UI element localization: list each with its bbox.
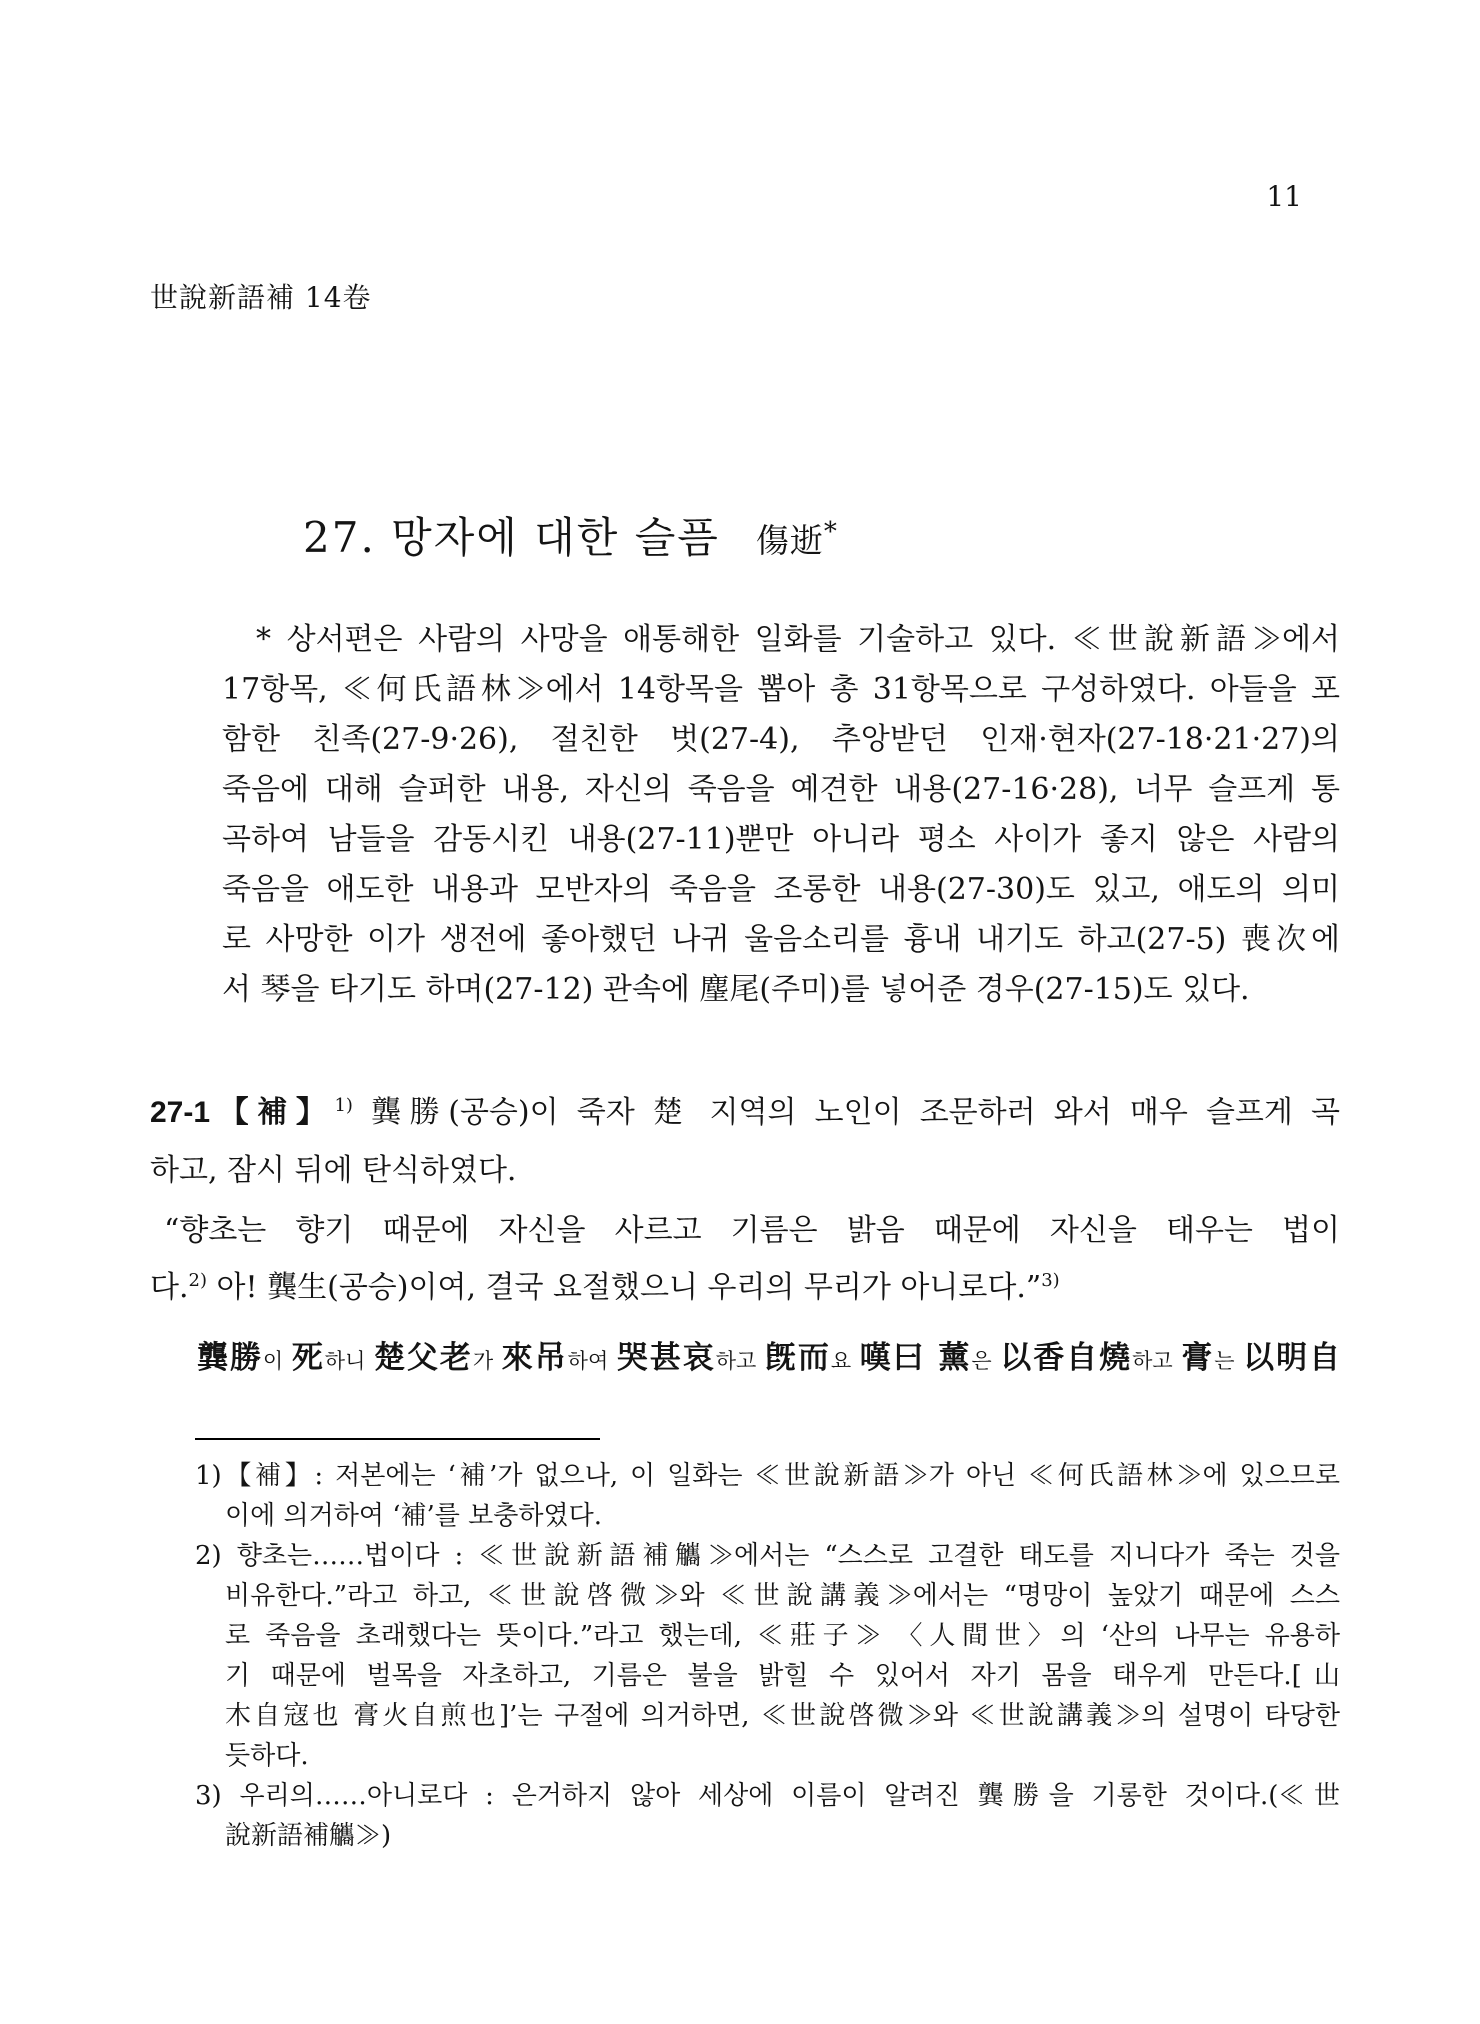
quote-line: “향초는 향기 때문에 자신을 사르고 기름은 밝음 때문에 자신을 태우는 법이	[164, 1213, 1340, 1248]
quote-paragraph	[150, 1202, 1340, 1316]
intro-line: 곡하여 남들을 감동시킨 내용(27-11)뿐만 아니라 평소 사이가 좋지 않은 사람의	[222, 822, 1340, 857]
footnote-line: 기 때문에 벌목을 자초하고, 기름은 불을 밝힐 수 있어서 자기 몸을 태우게 만든다.[山	[225, 1661, 1340, 1691]
korean-particle: 요	[830, 1349, 860, 1373]
entry-text-line: 하고, 잠시 뒤에 탄식하였다.	[150, 1153, 517, 1188]
intro-line: 죽음을 애도한 내용과 모반자의 죽음을 조롱한 내용(27-30)도 있고, 애도의 의미	[222, 872, 1340, 907]
footnote-ref-3: 3)	[1041, 1270, 1060, 1291]
footnote-line: 說新語補觿≫)	[225, 1821, 392, 1851]
intro-line: 함한 친족(27-9·26), 절친한 벗(27-4), 추앙받던 인재·현자(27-18·21·27)의	[222, 722, 1340, 757]
footnote-line: 2) 향초는……법이다 : ≪世說新語補觿≫에서는 “스스로 고결한 태도를 지니다가 죽는 것을	[195, 1541, 1340, 1571]
footnote-line: 이에 의거하여 ‘補’를 보충하였다.	[225, 1501, 602, 1531]
hanzi-segment: 哭甚哀	[616, 1340, 716, 1376]
running-header: 世說新語補 14卷	[150, 281, 372, 314]
footnote-line: 듯하다.	[225, 1741, 309, 1771]
hanzi-segment: 旣而	[764, 1340, 831, 1376]
footnote-separator	[195, 1438, 600, 1440]
entry-tag: 【補】	[210, 1095, 335, 1130]
intro-note	[222, 615, 1340, 1015]
hanzi-segment: 死	[291, 1340, 325, 1376]
footnote-ref-1: 1)	[334, 1095, 353, 1116]
hanmun-line	[197, 1338, 1340, 1381]
footnote-line: 木自寇也 膏火自煎也]’는 구절에 의거하면, ≪世說啓微≫와 ≪世說講義≫의 설명이 타당한	[225, 1701, 1340, 1731]
korean-particle: 하고	[1132, 1349, 1182, 1373]
korean-particle: 하고	[715, 1349, 765, 1373]
hanzi-segment: 以香自燒	[1000, 1340, 1133, 1376]
footnote-3	[195, 1776, 1340, 1856]
chapter-title-text: 27. 망자에 대한 슬픔	[303, 513, 720, 562]
entry-27-1	[150, 1084, 1340, 1200]
footnotes-section	[195, 1456, 1340, 1856]
footnote-1	[195, 1456, 1340, 1536]
korean-particle: 은	[971, 1349, 1001, 1373]
footnote-line: 비유한다.”라고 하고, ≪世說啓微≫와 ≪世說講義≫에서는 “명망이 높았기 때문에 스스	[225, 1581, 1340, 1611]
korean-particle: 이	[262, 1349, 292, 1373]
intro-line: * 상서편은 사람의 사망을 애통해한 일화를 기술하고 있다. ≪世說新語≫에서	[256, 622, 1340, 657]
footnote-2	[195, 1536, 1340, 1776]
hanzi-segment: 來吊	[501, 1340, 568, 1376]
page-number: 11	[1266, 180, 1302, 213]
chapter-title	[303, 505, 838, 565]
entry-heading-line	[150, 1084, 1340, 1142]
footnote-line: 로 죽음을 초래했다는 뜻이다.”라고 했는데, ≪莊子≫ 〈人間世〉의 ‘산의 나무는 유용하	[225, 1621, 1340, 1651]
korean-particle: 는	[1214, 1349, 1244, 1373]
hanzi-segment: 龔勝	[197, 1340, 263, 1376]
intro-line: 죽음에 대해 슬퍼한 내용, 자신의 죽음을 예견한 내용(27-16·28), 너무 슬프게 통	[222, 772, 1340, 807]
intro-line: 서 琴을 타기도 하며(27-12) 관속에 麈尾(주미)를 넣어준 경우(27-15)도 있다.	[222, 972, 1250, 1007]
footnote-ref-2: 2)	[188, 1270, 208, 1291]
entry-text: 龔勝(공승)이 죽자 楚 지역의 노인이 조문하러 와서 매우 슬프게 곡	[352, 1095, 1340, 1130]
hanzi-segment: 楚父老	[373, 1340, 473, 1376]
footnote-line: 3) 우리의……아니로다 : 은거하지 않아 세상에 이름이 알려진 龔勝을 기롱한 것이다.(≪世	[195, 1781, 1340, 1811]
quote-line: 다.$^{2)}$ 아! 龔生(공승)이여, 결국 요절했으니 우리의 무리가 아니로다.”$^{3)}$	[150, 1270, 1060, 1305]
hanzi-segment: 膏	[1181, 1340, 1215, 1376]
intro-line: 로 사망한 이가 생전에 좋아했던 나귀 울음소리를 흉내 내기도 하고(27-5) 喪次에	[222, 922, 1340, 957]
intro-line: 17항목, ≪何氏語林≫에서 14항목을 뽑아 총 31항목으로 구성하였다. 아들을 포	[222, 672, 1340, 707]
footnote-line: 1)【補】: 저본에는 ‘補’가 없으나, 이 일화는 ≪世說新語≫가 아닌 ≪何氏語林≫에 있으므로	[195, 1461, 1340, 1491]
korean-particle: 하여	[567, 1349, 617, 1373]
hanzi-segment: 以明自	[1243, 1340, 1341, 1376]
asterisk-footnote-mark: *	[823, 517, 838, 547]
korean-particle: 하니	[324, 1349, 374, 1373]
korean-particle: 가	[472, 1349, 502, 1373]
hanzi-segment: 嘆曰 薰	[859, 1340, 972, 1376]
chapter-title-hanja: 傷逝*	[755, 517, 838, 560]
entry-number: 27-1	[150, 1096, 211, 1129]
